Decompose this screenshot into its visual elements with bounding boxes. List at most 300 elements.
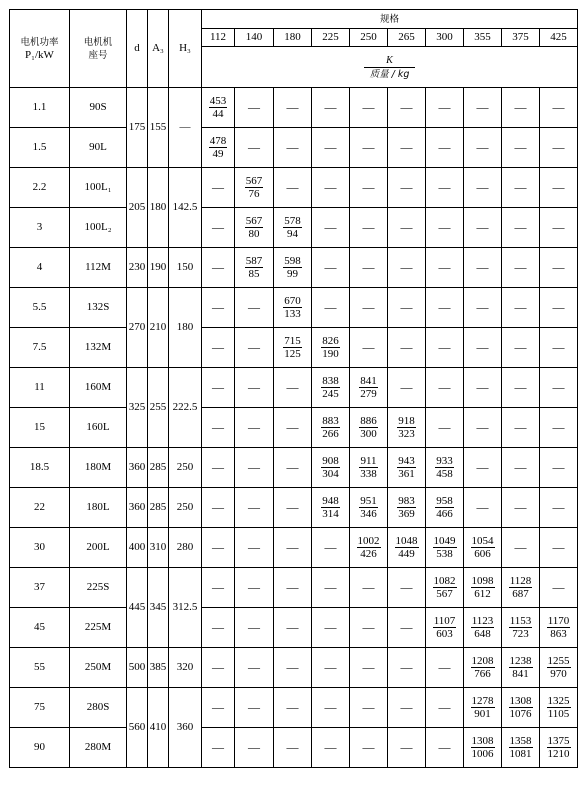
d-cell: 445 <box>127 568 148 648</box>
k-mass-cell <box>502 608 540 648</box>
mass-value: 279 <box>360 387 377 400</box>
empty-cell: — <box>235 608 274 648</box>
empty-cell: — <box>388 688 426 728</box>
empty-cell: — <box>350 728 388 768</box>
mass-value: 190 <box>322 347 339 360</box>
table-row <box>10 648 578 688</box>
k-value: 838 <box>322 374 339 387</box>
empty-cell: — <box>350 328 388 368</box>
empty-cell: — <box>502 168 540 208</box>
empty-cell: — <box>388 88 426 128</box>
mass-value: 44 <box>212 107 224 120</box>
table-row <box>10 208 578 248</box>
k-mass-cell <box>388 408 426 448</box>
k-value: 1054 <box>471 534 494 547</box>
header-row-1 <box>10 10 578 29</box>
k-value: 670 <box>284 294 301 307</box>
k-mass-value <box>395 535 419 560</box>
k-mass-cell <box>350 408 388 448</box>
empty-cell: — <box>312 608 350 648</box>
d-cell: 270 <box>127 288 148 368</box>
empty-cell: — <box>202 648 235 688</box>
empty-cell: — <box>426 728 464 768</box>
empty-cell: — <box>540 88 578 128</box>
mass-value: 361 <box>398 467 415 480</box>
mass-value: 85 <box>248 267 260 280</box>
empty-cell: — <box>388 648 426 688</box>
k-mass-value <box>321 335 340 360</box>
k-mass-header <box>202 47 578 88</box>
k-mass-value <box>509 735 533 760</box>
empty-cell: — <box>502 408 540 448</box>
k-mass-cell <box>502 728 540 768</box>
spec-header: 规格 <box>202 10 578 29</box>
d-cell: 325 <box>127 368 148 448</box>
k-value: 1098 <box>471 574 494 587</box>
empty-cell: — <box>350 88 388 128</box>
a3-cell: 180 <box>148 168 169 248</box>
k-mass-cell <box>540 648 578 688</box>
empty-cell: — <box>312 688 350 728</box>
empty-cell: — <box>388 368 426 408</box>
empty-cell: — <box>540 408 578 448</box>
a3-cell: 310 <box>148 528 169 568</box>
h3-cell: 150 <box>169 248 202 288</box>
k-value: 826 <box>322 334 339 347</box>
empty-cell: — <box>235 528 274 568</box>
empty-cell: — <box>235 288 274 328</box>
h3-header: H₃ <box>169 10 202 88</box>
empty-cell: — <box>235 448 274 488</box>
empty-cell: — <box>312 88 350 128</box>
size-header-180: 180 <box>274 29 312 47</box>
frame-cell: 180M <box>70 448 127 488</box>
empty-cell: — <box>502 328 540 368</box>
k-mass-value <box>433 615 457 640</box>
power-cell: 1.5 <box>10 128 70 168</box>
k-value: 911 <box>360 454 377 467</box>
power-cell: 1.1 <box>10 88 70 128</box>
k-value: 883 <box>322 414 339 427</box>
power-cell: 30 <box>10 528 70 568</box>
k-mass-cell <box>235 208 274 248</box>
k-value: 841 <box>360 374 377 387</box>
frame-header <box>70 10 127 88</box>
k-value: 587 <box>245 254 263 267</box>
power-cell: 5.5 <box>10 288 70 328</box>
empty-cell: — <box>464 168 502 208</box>
mass-value: 970 <box>550 667 567 680</box>
mass-value: 369 <box>398 507 415 520</box>
table-row <box>10 568 578 608</box>
a3-cell: 285 <box>148 448 169 488</box>
empty-cell: — <box>202 688 235 728</box>
k-mass-cell <box>426 528 464 568</box>
mass-value: 466 <box>436 507 453 520</box>
d-cell: 205 <box>127 168 148 248</box>
k-mass-value <box>471 655 495 680</box>
empty-cell: — <box>426 88 464 128</box>
empty-cell: — <box>235 488 274 528</box>
frame-cell: 280S <box>70 688 127 728</box>
k-mass-cell <box>540 608 578 648</box>
empty-cell: — <box>235 328 274 368</box>
k-mass-cell <box>540 688 578 728</box>
k-mass-value <box>471 735 495 760</box>
empty-cell: — <box>426 688 464 728</box>
frame-cell: 112M <box>70 248 127 288</box>
empty-cell: — <box>350 608 388 648</box>
mass-label: 质量 / kg <box>369 68 410 80</box>
empty-cell: — <box>540 168 578 208</box>
mass-value: 1076 <box>509 707 532 720</box>
k-value: 715 <box>284 334 301 347</box>
k-mass-value <box>471 535 495 560</box>
empty-cell: — <box>388 568 426 608</box>
power-cell: 2.2 <box>10 168 70 208</box>
k-value: 1082 <box>433 574 456 587</box>
empty-cell: — <box>464 368 502 408</box>
frame-cell: 280M <box>70 728 127 768</box>
empty-cell: — <box>464 488 502 528</box>
empty-cell: — <box>235 368 274 408</box>
k-value: 886 <box>360 414 377 427</box>
h3-cell: — <box>169 88 202 168</box>
k-mass-cell <box>312 368 350 408</box>
k-value: 598 <box>284 254 301 267</box>
power-cell: 90 <box>10 728 70 768</box>
d-cell: 360 <box>127 448 148 488</box>
k-mass-cell <box>426 608 464 648</box>
empty-cell: — <box>235 568 274 608</box>
table-row <box>10 168 578 208</box>
empty-cell: — <box>502 528 540 568</box>
k-mass-value <box>245 175 264 200</box>
table-row <box>10 328 578 368</box>
empty-cell: — <box>202 608 235 648</box>
k-mass-cell <box>350 528 388 568</box>
k-value: 1375 <box>547 734 570 747</box>
empty-cell: — <box>426 208 464 248</box>
table-row <box>10 368 578 408</box>
frame-cell: 100L₂ <box>70 208 127 248</box>
mass-value: 300 <box>360 427 377 440</box>
size-header-225: 225 <box>312 29 350 47</box>
empty-cell: — <box>235 88 274 128</box>
k-value: 908 <box>322 454 339 467</box>
size-header-250: 250 <box>350 29 388 47</box>
k-value: 1238 <box>509 654 532 667</box>
k-mass-value <box>245 215 264 240</box>
h3-cell: 320 <box>169 648 202 688</box>
frame-header-line2: 座号 <box>88 49 108 61</box>
frame-cell: 200L <box>70 528 127 568</box>
a3-cell: 190 <box>148 248 169 288</box>
k-mass-value <box>433 535 457 560</box>
mass-value: 606 <box>474 547 491 560</box>
d-cell: 360 <box>127 488 148 528</box>
k-mass-cell <box>202 88 235 128</box>
mass-value: 901 <box>474 707 491 720</box>
k-mass-cell <box>426 448 464 488</box>
k-mass-value <box>397 415 416 440</box>
power-cell: 37 <box>10 568 70 608</box>
k-value: 933 <box>436 454 453 467</box>
empty-cell: — <box>202 488 235 528</box>
size-header-355: 355 <box>464 29 502 47</box>
k-value: 1107 <box>433 614 456 627</box>
empty-cell: — <box>274 408 312 448</box>
mass-value: 49 <box>212 147 224 160</box>
empty-cell: — <box>235 128 274 168</box>
frame-cell: 250M <box>70 648 127 688</box>
d-cell: 400 <box>127 528 148 568</box>
k-value: 948 <box>322 494 339 507</box>
mass-value: 612 <box>474 587 491 600</box>
power-header-line1: 电机功率 <box>20 36 59 48</box>
mass-value: 346 <box>360 507 377 520</box>
k-mass-value <box>509 575 533 600</box>
mass-value: 125 <box>284 347 301 360</box>
k-mass-value <box>547 615 571 640</box>
k-mass-value <box>509 655 533 680</box>
empty-cell: — <box>202 248 235 288</box>
empty-cell: — <box>202 408 235 448</box>
empty-cell: — <box>464 288 502 328</box>
h3-cell: 180 <box>169 288 202 368</box>
k-mass-value <box>245 255 264 280</box>
empty-cell: — <box>426 168 464 208</box>
k-mass-value <box>283 255 302 280</box>
k-mass-cell <box>464 568 502 608</box>
k-value: 1255 <box>547 654 570 667</box>
empty-cell: — <box>274 368 312 408</box>
power-cell: 55 <box>10 648 70 688</box>
frame-cell: 90L <box>70 128 127 168</box>
empty-cell: — <box>350 208 388 248</box>
empty-cell: — <box>312 288 350 328</box>
power-header <box>10 10 70 88</box>
k-mass-cell <box>502 568 540 608</box>
table-row <box>10 448 578 488</box>
k-mass-cell <box>464 648 502 688</box>
k-mass-cell <box>388 528 426 568</box>
empty-cell: — <box>350 128 388 168</box>
k-mass-value <box>321 495 340 520</box>
k-mass-cell <box>388 488 426 528</box>
mass-value: 94 <box>287 227 298 240</box>
k-mass-cell <box>502 648 540 688</box>
table-row <box>10 488 578 528</box>
empty-cell: — <box>312 648 350 688</box>
a3-header: A₃ <box>148 10 169 88</box>
size-header-112: 112 <box>202 29 235 47</box>
a3-cell: 410 <box>148 688 169 768</box>
k-mass-value <box>359 415 378 440</box>
h3-cell: 142.5 <box>169 168 202 248</box>
k-mass-cell <box>540 728 578 768</box>
k-mass-value <box>359 495 378 520</box>
empty-cell: — <box>464 128 502 168</box>
power-cell: 75 <box>10 688 70 728</box>
mass-value: 1210 <box>547 747 570 760</box>
empty-cell: — <box>540 448 578 488</box>
empty-cell: — <box>540 208 578 248</box>
empty-cell: — <box>274 488 312 528</box>
k-mass-cell <box>274 288 312 328</box>
a3-cell: 255 <box>148 368 169 448</box>
empty-cell: — <box>274 128 312 168</box>
k-mass-value <box>471 615 495 640</box>
k-mass-cell <box>350 488 388 528</box>
empty-cell: — <box>426 328 464 368</box>
empty-cell: — <box>274 568 312 608</box>
empty-cell: — <box>540 328 578 368</box>
empty-cell: — <box>350 568 388 608</box>
k-value: 943 <box>398 454 415 467</box>
empty-cell: — <box>502 448 540 488</box>
empty-cell: — <box>540 248 578 288</box>
k-mass-cell <box>274 248 312 288</box>
empty-cell: — <box>274 528 312 568</box>
k-mass-cell <box>274 328 312 368</box>
mass-value: 449 <box>398 547 415 560</box>
empty-cell: — <box>502 368 540 408</box>
k-mass-value <box>209 135 228 160</box>
empty-cell: — <box>312 528 350 568</box>
k-mass-value <box>471 575 495 600</box>
k-mass-value <box>359 375 378 400</box>
power-cell: 15 <box>10 408 70 448</box>
empty-cell: — <box>426 648 464 688</box>
empty-cell: — <box>235 688 274 728</box>
d-cell: 175 <box>127 88 148 168</box>
power-cell: 7.5 <box>10 328 70 368</box>
empty-cell: — <box>202 288 235 328</box>
frame-cell: 132M <box>70 328 127 368</box>
a3-cell: 345 <box>148 568 169 648</box>
k-mass-value <box>397 495 416 520</box>
size-header-375: 375 <box>502 29 540 47</box>
empty-cell: — <box>388 168 426 208</box>
empty-cell: — <box>540 568 578 608</box>
empty-cell: — <box>540 368 578 408</box>
empty-cell: — <box>274 608 312 648</box>
k-mass-cell <box>312 448 350 488</box>
k-value: 453 <box>209 94 227 107</box>
k-mass-cell <box>426 568 464 608</box>
mass-value: 458 <box>436 467 453 480</box>
k-value: 1048 <box>395 534 418 547</box>
k-mass-value <box>321 375 340 400</box>
k-mass-cell <box>464 688 502 728</box>
empty-cell: — <box>388 328 426 368</box>
empty-cell: — <box>388 208 426 248</box>
k-value: 1278 <box>471 694 494 707</box>
mass-value: 76 <box>248 187 260 200</box>
mass-value: 266 <box>322 427 339 440</box>
empty-cell: — <box>388 128 426 168</box>
k-mass-value <box>397 455 416 480</box>
size-header-300: 300 <box>426 29 464 47</box>
mass-value: 133 <box>284 307 301 320</box>
frame-cell: 100L₁ <box>70 168 127 208</box>
size-header-140: 140 <box>235 29 274 47</box>
mass-value: 245 <box>322 387 339 400</box>
a3-cell: 285 <box>148 488 169 528</box>
empty-cell: — <box>388 728 426 768</box>
mass-value: 323 <box>398 427 415 440</box>
empty-cell: — <box>540 288 578 328</box>
empty-cell: — <box>202 528 235 568</box>
k-value: 1123 <box>471 614 494 627</box>
k-mass-cell <box>312 408 350 448</box>
table-row <box>10 608 578 648</box>
mass-value: 841 <box>512 667 529 680</box>
k-mass-cell <box>235 168 274 208</box>
mass-value: 338 <box>360 467 377 480</box>
d-cell: 500 <box>127 648 148 688</box>
empty-cell: — <box>202 328 235 368</box>
k-value: 1002 <box>357 534 380 547</box>
k-value: 1153 <box>509 614 532 627</box>
k-value: 1308 <box>471 734 494 747</box>
empty-cell: — <box>274 168 312 208</box>
d-cell: 230 <box>127 248 148 288</box>
frame-cell: 160L <box>70 408 127 448</box>
k-value: 1358 <box>509 734 532 747</box>
empty-cell: — <box>274 728 312 768</box>
k-mass-value <box>435 455 454 480</box>
power-cell: 4 <box>10 248 70 288</box>
empty-cell: — <box>274 448 312 488</box>
mass-value: 99 <box>287 267 298 280</box>
a3-cell: 155 <box>148 88 169 168</box>
spec-table <box>9 9 578 768</box>
k-value: 1208 <box>471 654 494 667</box>
k-mass-cell <box>350 368 388 408</box>
size-header-265: 265 <box>388 29 426 47</box>
empty-cell: — <box>426 128 464 168</box>
empty-cell: — <box>312 248 350 288</box>
k-mass-value <box>357 535 381 560</box>
table-row <box>10 248 578 288</box>
empty-cell: — <box>235 648 274 688</box>
empty-cell: — <box>464 328 502 368</box>
h3-cell: 250 <box>169 448 202 488</box>
table-row <box>10 688 578 728</box>
k-mass-value <box>321 415 340 440</box>
mass-value: 80 <box>248 227 260 240</box>
k-value: 1128 <box>509 574 532 587</box>
empty-cell: — <box>502 288 540 328</box>
k-mass-cell <box>312 488 350 528</box>
k-value: 567 <box>245 214 263 227</box>
k-mass-cell <box>464 528 502 568</box>
k-value: 567 <box>245 174 263 187</box>
empty-cell: — <box>202 728 235 768</box>
empty-cell: — <box>312 728 350 768</box>
k-value: 983 <box>398 494 415 507</box>
k-mass-value <box>209 95 228 120</box>
k-value: 958 <box>436 494 453 507</box>
empty-cell: — <box>274 648 312 688</box>
k-mass-value <box>547 695 571 720</box>
empty-cell: — <box>388 248 426 288</box>
k-mass-value <box>509 695 533 720</box>
k-mass-cell <box>235 248 274 288</box>
empty-cell: — <box>274 688 312 728</box>
